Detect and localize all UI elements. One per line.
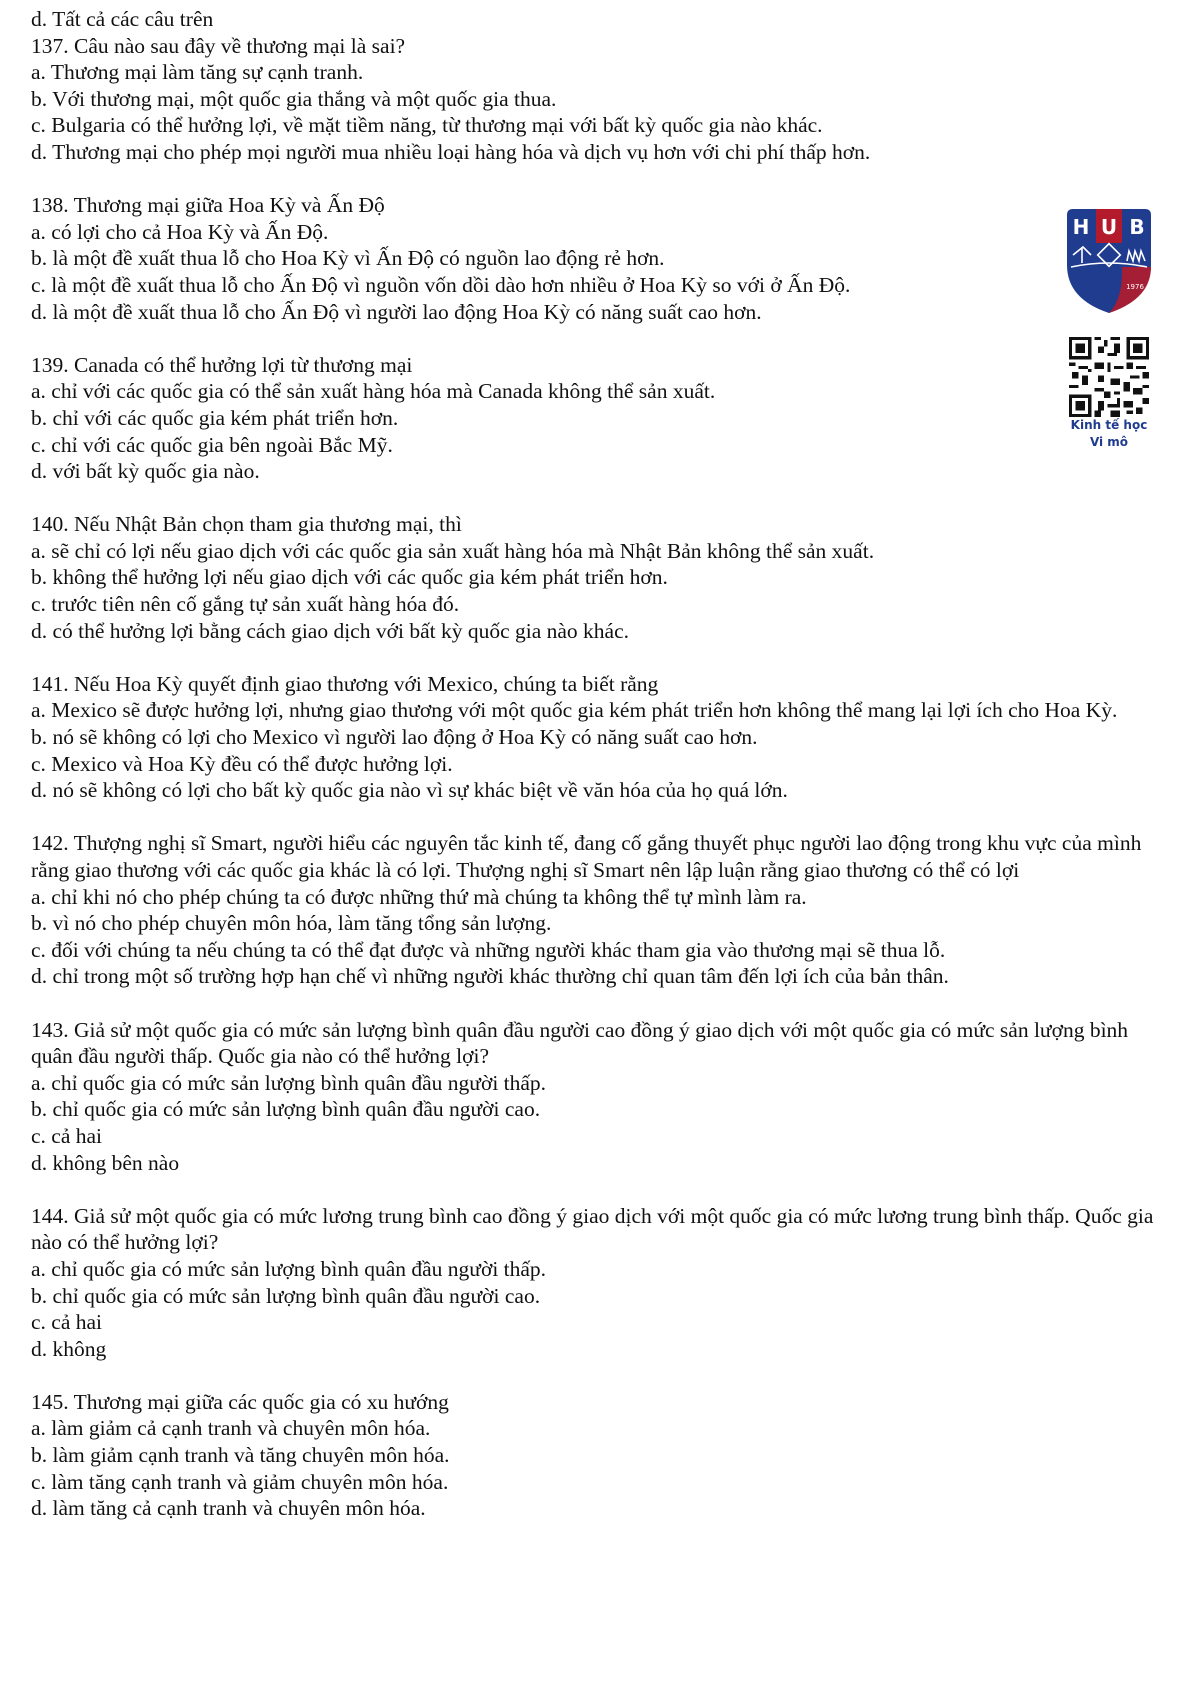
hub-shield-logo xyxy=(1065,207,1153,315)
option-b: b. Với thương mại, một quốc gia thắng và một quốc gia thua. xyxy=(31,86,557,111)
question-141 xyxy=(31,671,1171,804)
logo-year: 1976 xyxy=(1126,283,1144,291)
option-a: a. Thương mại làm tăng sự cạnh tranh. xyxy=(31,60,364,85)
document-page xyxy=(31,6,1171,1522)
option-c: c. đối với chúng ta nếu chúng ta có thể đạt được và những người khác tham gia vào thương mại sẽ thua lỗ. xyxy=(31,937,946,962)
question-142 xyxy=(31,830,1171,990)
option-c: c. trước tiên nên cố gắng tự sản xuất hàng hóa đó. xyxy=(31,592,460,617)
question-stem: 137. Câu nào sau đây về thương mại là sai? xyxy=(31,33,406,58)
question-stem: 145. Thương mại giữa các quốc gia có xu hướng xyxy=(31,1389,449,1414)
option-b: b. chỉ quốc gia có mức sản lượng bình quân đầu người cao. xyxy=(31,1283,541,1308)
question-145 xyxy=(31,1389,1171,1522)
option-d: d. không bên nào xyxy=(31,1150,180,1175)
logo-letter-b: B xyxy=(1129,215,1145,239)
question-stem: 140. Nếu Nhật Bản chọn tham gia thương mại, thì xyxy=(31,512,462,537)
option-a: a. Mexico sẽ được hưởng lợi, nhưng giao thương với một quốc gia kém phát triển hơn không thể mang lại lợi ích cho Hoa Kỳ. xyxy=(31,698,1118,723)
question-stem: 138. Thương mại giữa Hoa Kỳ và Ấn Độ xyxy=(31,193,385,218)
option-b: b. làm giảm cạnh tranh và tăng chuyên môn hóa. xyxy=(31,1443,450,1468)
option-c: c. chỉ với các quốc gia bên ngoài Bắc Mỹ. xyxy=(31,432,393,457)
option-b: b. chỉ với các quốc gia kém phát triển hơn. xyxy=(31,405,399,430)
option-b: b. chỉ quốc gia có mức sản lượng bình quân đầu người cao. xyxy=(31,1097,541,1122)
option-a: a. chỉ với các quốc gia có thể sản xuất hàng hóa mà Canada không thể sản xuất. xyxy=(31,379,716,404)
question-stem: 143. Giả sử một quốc gia có mức sản lượng bình quân đầu người cao đồng ý giao dịch với một quốc gia có mức sản lượng bình quân đầu người thấp. Quốc gia nào có thể hưởng lợi? xyxy=(31,1017,1129,1069)
option-c: c. làm tăng cạnh tranh và giảm chuyên môn hóa. xyxy=(31,1469,449,1494)
option-d: d. làm tăng cả cạnh tranh và chuyên môn hóa. xyxy=(31,1496,426,1521)
logo-letter-u: U xyxy=(1100,215,1118,239)
option-a: a. sẽ chỉ có lợi nếu giao dịch với các quốc gia sản xuất hàng hóa mà Nhật Bản không thể sản xuất. xyxy=(31,538,875,563)
option-d: d. Thương mại cho phép mọi người mua nhiều loại hàng hóa và dịch vụ hơn với chi phí thấp hơn. xyxy=(31,139,871,164)
logo-caption xyxy=(1049,417,1169,451)
question-138 xyxy=(31,192,1171,325)
question-139 xyxy=(31,352,1171,485)
hub-logo-block xyxy=(1065,207,1153,451)
question-144 xyxy=(31,1203,1171,1363)
question-stem: 144. Giả sử một quốc gia có mức lương trung bình cao đồng ý giao dịch với một quốc gia có mức lương trung bình thấp. Quốc gia nào có thể hưởng lợi? xyxy=(31,1203,1154,1255)
option-a: a. chỉ quốc gia có mức sản lượng bình quân đầu người thấp. xyxy=(31,1070,547,1095)
option-b: b. không thể hưởng lợi nếu giao dịch với các quốc gia kém phát triển hơn. xyxy=(31,565,668,590)
option-b: b. là một đề xuất thua lỗ cho Hoa Kỳ vì Ấn Độ có nguồn lao động rẻ hơn. xyxy=(31,246,665,271)
option-d: d. có thể hưởng lợi bằng cách giao dịch với bất kỳ quốc gia nào khác. xyxy=(31,618,630,643)
question-143 xyxy=(31,1017,1171,1177)
caption-line-1: Kinh tế học xyxy=(1070,418,1148,432)
option-b: b. nó sẽ không có lợi cho Mexico vì người lao động ở Hoa Kỳ có năng suất cao hơn. xyxy=(31,725,758,750)
option-a: a. chỉ khi nó cho phép chúng ta có được những thứ mà chúng ta không thể tự mình làm ra. xyxy=(31,884,807,909)
option-c: c. cả hai xyxy=(31,1310,103,1335)
option-c: c. Bulgaria có thể hưởng lợi, về mặt tiềm năng, từ thương mại với bất kỳ quốc gia nào khác. xyxy=(31,113,823,138)
option-d: d. không xyxy=(31,1336,107,1361)
option-a: a. chỉ quốc gia có mức sản lượng bình quân đầu người thấp. xyxy=(31,1256,547,1281)
question-stem: 141. Nếu Hoa Kỳ quyết định giao thương với Mexico, chúng ta biết rằng xyxy=(31,671,659,696)
option-d: d. chỉ trong một số trường hợp hạn chế vì những người khác thường chỉ quan tâm đến lợi ích của bản thân. xyxy=(31,964,949,989)
option-a: a. có lợi cho cả Hoa Kỳ và Ấn Độ. xyxy=(31,219,329,244)
option-d: d. với bất kỳ quốc gia nào. xyxy=(31,459,260,484)
option-a: a. làm giảm cả cạnh tranh và chuyên môn hóa. xyxy=(31,1416,431,1441)
option-c: c. cả hai xyxy=(31,1123,103,1148)
qr-code-icon xyxy=(1069,337,1149,417)
option-d: d. nó sẽ không có lợi cho bất kỳ quốc gia nào vì sự khác biệt về văn hóa của họ quá lớn. xyxy=(31,778,788,803)
question-137 xyxy=(31,33,1171,166)
question-stem: 139. Canada có thể hưởng lợi từ thương mại xyxy=(31,352,413,377)
option-c: c. là một đề xuất thua lỗ cho Ấn Độ vì nguồn vốn dồi dào hơn nhiều ở Hoa Kỳ so với ở Ấn Độ. xyxy=(31,272,851,297)
option-c: c. Mexico và Hoa Kỳ đều có thể được hưởng lợi. xyxy=(31,751,453,776)
option-d: d. là một đề xuất thua lỗ cho Ấn Độ vì người lao động Hoa Kỳ có năng suất cao hơn. xyxy=(31,299,762,324)
previous-question-tail: d. Tất cả các câu trên xyxy=(31,7,214,31)
option-b: b. vì nó cho phép chuyên môn hóa, làm tăng tổng sản lượng. xyxy=(31,911,552,936)
question-140 xyxy=(31,511,1171,644)
caption-line-2: Vi mô xyxy=(1089,435,1129,449)
logo-letter-h: H xyxy=(1072,215,1090,239)
question-stem: 142. Thượng nghị sĩ Smart, người hiểu các nguyên tắc kinh tế, đang cố gắng thuyết phục người lao động trong khu vực của mình rằng giao thương với các quốc gia khác là có lợi. Thượng nghị sĩ Smart nên lập luận rằng giao thương có thể có lợi xyxy=(31,831,1142,882)
